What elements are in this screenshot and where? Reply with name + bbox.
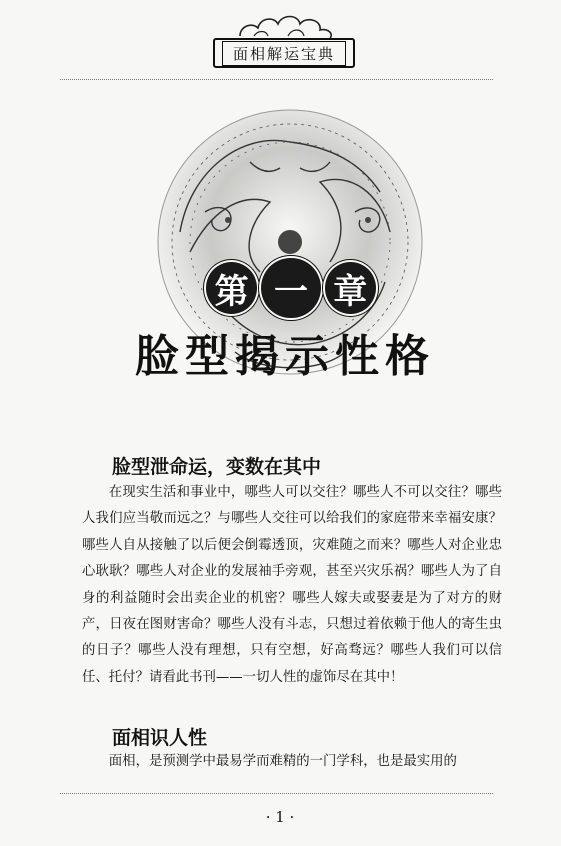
header-divider <box>60 79 493 80</box>
section-paragraph-1: 在现实生活和事业中，哪些人可以交往？哪些人不可以交往？哪些人我们应当敬而远之？与哪些人交往可以给我们的家庭带来幸福安康？哪些人自从接触了以后便会倒霉透顶，灾难随之而来？哪些人对企业忠心耿耿？哪些人对企业的发展袖手旁观，甚至兴灾乐祸？哪些人为了自身的利益随时会出卖企业的机密？哪些人嫁夫或娶妻是为了对方的财产，日夜在图财害命？哪些人没有斗志，只想过着依赖于他人的寄生虫的日子？哪些人没有理想，只有空想，好高骛远？哪些人我们可以信任、托付？请看此书刊——一切人性的虚饰尽在其中！ <box>82 485 502 685</box>
section-paragraph-2: 面相，是预测学中最易学而难精的一门学科，也是最实用的 <box>108 754 457 769</box>
chapter-title: 脸型揭示性格 <box>135 331 435 382</box>
chapter-char-2: 一 <box>261 258 320 318</box>
book-title-badge <box>213 38 355 68</box>
chapter-char-3: 章 <box>325 262 376 314</box>
footer-divider <box>60 793 493 794</box>
chapter-number <box>206 252 376 324</box>
section-heading-2: 面相识人性 <box>112 727 208 749</box>
page-header <box>0 0 561 90</box>
cloud-ornament-icon <box>230 10 340 40</box>
section-heading-1: 脸型泄命运，变数在其中 <box>112 456 322 478</box>
page-number: · 1 · <box>265 808 295 826</box>
chapter-char-1: 第 <box>206 262 257 314</box>
book-title: 面相解运宝典 <box>222 41 346 66</box>
